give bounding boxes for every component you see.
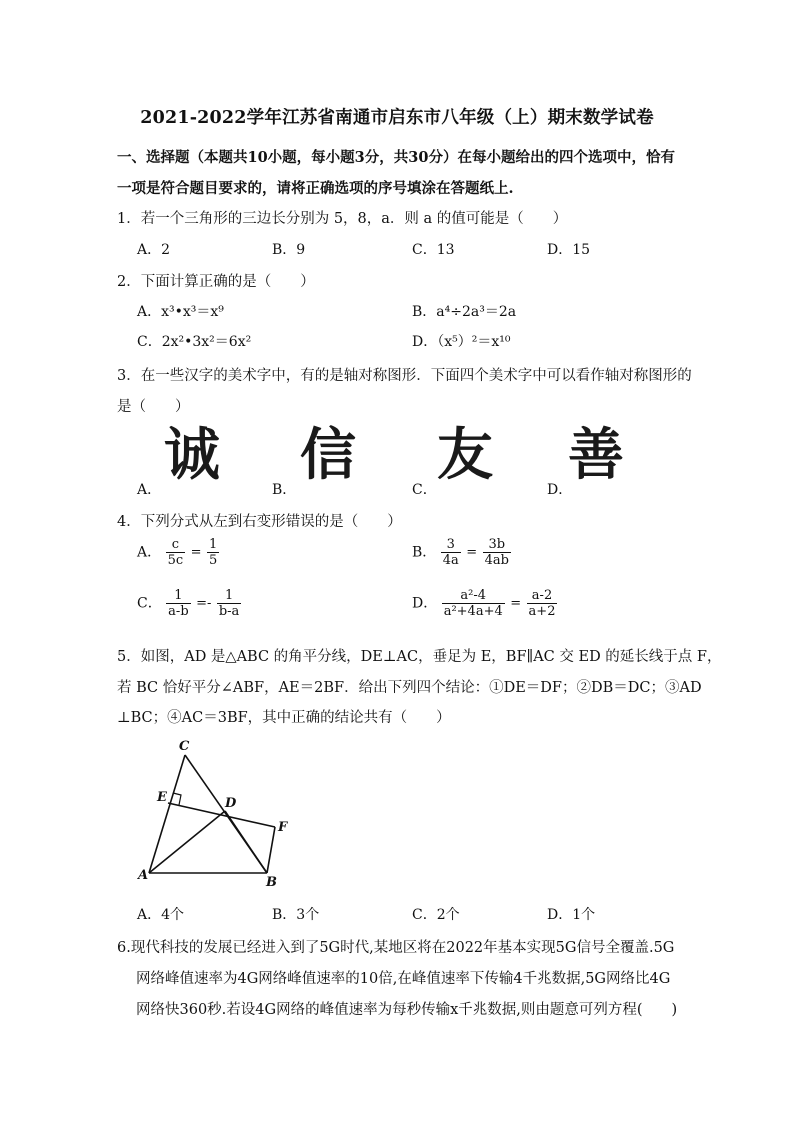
numerator: 3b xyxy=(488,537,506,552)
point-label-d: D xyxy=(225,796,237,811)
q4-option-d xyxy=(412,588,557,619)
art-character-shan: 善 xyxy=(568,423,624,488)
q4-option-c xyxy=(137,588,241,619)
fraction xyxy=(166,588,190,619)
equals-sign: = xyxy=(510,596,522,611)
q3-option-c: C． xyxy=(412,482,437,498)
q4-option-b xyxy=(412,537,511,568)
denominator: b-a xyxy=(218,604,240,619)
question-3-stem-line1: 3．在一些汉字的美术字中，有的是轴对称图形．下面四个美术字中可以看作轴对称图形的 xyxy=(117,368,692,384)
question-6-line2: 网络峰值速率为4G网络峰值速率的10倍,在峰值速率下传输4千兆数据,5G网络比4G xyxy=(136,971,671,987)
q4-option-d-label: D． xyxy=(412,595,438,612)
segment-ca xyxy=(149,755,185,873)
point-label-c: C xyxy=(179,739,190,754)
q1-option-c: C．13 xyxy=(412,242,455,258)
fraction xyxy=(442,588,505,619)
page-title: 2021-2022学年江苏省南通市启东市八年级（上）期末数学试卷 xyxy=(140,108,654,128)
point-label-b: B xyxy=(266,875,277,890)
denominator: 5 xyxy=(208,553,218,568)
equals-sign: =- xyxy=(196,596,212,611)
denominator: 5c xyxy=(167,553,184,568)
triangle-figure xyxy=(135,735,305,890)
segment-ad xyxy=(149,811,225,873)
q5-option-a: A．4个 xyxy=(137,907,185,923)
denominator: a-b xyxy=(168,604,189,619)
fraction xyxy=(166,537,186,568)
numerator: 1 xyxy=(174,588,183,603)
point-label-f: F xyxy=(278,820,288,835)
fraction xyxy=(217,588,241,619)
question-5-line1: 5．如图，AD 是△ABC 的角平分线，DE⊥AC，垂足为 E，BF∥AC 交 ED 的延长线于点 F， xyxy=(117,649,722,665)
fraction xyxy=(527,588,558,619)
q2-option-b: B．a⁴÷2a³＝2a xyxy=(412,304,517,320)
q5-option-d: D．1个 xyxy=(547,907,596,923)
fraction xyxy=(483,537,511,568)
point-label-a: A xyxy=(138,868,149,883)
q4-option-c-label: C． xyxy=(137,595,162,612)
question-6-line3: 网络快360秒.若设4G网络的峰值速率为每秒传输x千兆数据,则由题意可列方程( ) xyxy=(136,1002,678,1018)
question-1-stem: 1．若一个三角形的三边长分别为 5，8，a．则 a 的值可能是（ ） xyxy=(117,211,568,227)
q4-option-b-label: B． xyxy=(412,544,437,561)
q2-option-a: A．x³•x³＝x⁹ xyxy=(137,304,224,320)
fraction xyxy=(441,537,461,568)
q1-option-a: A．2 xyxy=(137,242,171,258)
question-4-stem: 4．下列分式从左到右变形错误的是（ ） xyxy=(117,514,402,530)
q3-option-b: B． xyxy=(272,482,297,498)
q2-option-d: D．（x⁵）²＝x¹⁰ xyxy=(412,334,511,350)
numerator: 1 xyxy=(208,537,218,552)
art-character-xin: 信 xyxy=(300,423,356,488)
q3-option-a: A． xyxy=(137,482,162,498)
q1-option-b: B．9 xyxy=(272,242,306,258)
question-6-line1: 6.现代科技的发展已经进入到了5G时代,某地区将在2022年基本实现5G信号全覆盖.5G xyxy=(117,940,675,956)
question-3-stem-line2: 是（ ） xyxy=(117,399,190,415)
q2-option-c: C．2x²•3x²＝6x² xyxy=(137,334,252,350)
right-angle-mark xyxy=(173,793,181,805)
q4-option-a-label: A． xyxy=(137,544,162,561)
numerator: a²-4 xyxy=(460,588,487,603)
q3-option-d: D． xyxy=(547,482,573,498)
equals-sign: = xyxy=(190,545,202,560)
art-character-cheng: 诚 xyxy=(164,423,220,488)
numerator: 3 xyxy=(446,537,455,552)
art-character-you: 友 xyxy=(437,423,493,488)
section-heading-line1: 一、选择题（本题共10小题，每小题3分，共30分）在每小题给出的四个选项中，恰有 xyxy=(117,149,675,166)
question-5-line2: 若 BC 恰好平分∠ABF，AE＝2BF．给出下列四个结论：①DE＝DF；②DB＝DC；③AD xyxy=(117,680,702,696)
q5-option-c: C．2个 xyxy=(412,907,460,923)
denominator: 4ab xyxy=(484,553,509,568)
section-heading-line2: 一项是符合题目要求的，请将正确选项的序号填涂在答题纸上. xyxy=(117,180,514,197)
q1-option-d: D．15 xyxy=(547,242,591,258)
numerator: 1 xyxy=(224,588,234,603)
denominator: a²+4a+4 xyxy=(443,604,503,619)
denominator: 4a xyxy=(442,553,459,568)
question-2-stem: 2．下面计算正确的是（ ） xyxy=(117,274,315,290)
equals-sign: = xyxy=(466,545,478,560)
denominator: a+2 xyxy=(528,604,556,619)
fraction xyxy=(207,537,219,568)
question-5-line3: ⊥BC；④AC＝3BF，其中正确的结论共有（ ） xyxy=(117,710,451,726)
numerator: c xyxy=(171,537,179,552)
q5-option-b: B．3个 xyxy=(272,907,320,923)
numerator: a-2 xyxy=(531,588,553,603)
point-label-e: E xyxy=(157,790,167,805)
q4-option-a xyxy=(137,537,219,568)
segment-bf xyxy=(267,827,275,873)
